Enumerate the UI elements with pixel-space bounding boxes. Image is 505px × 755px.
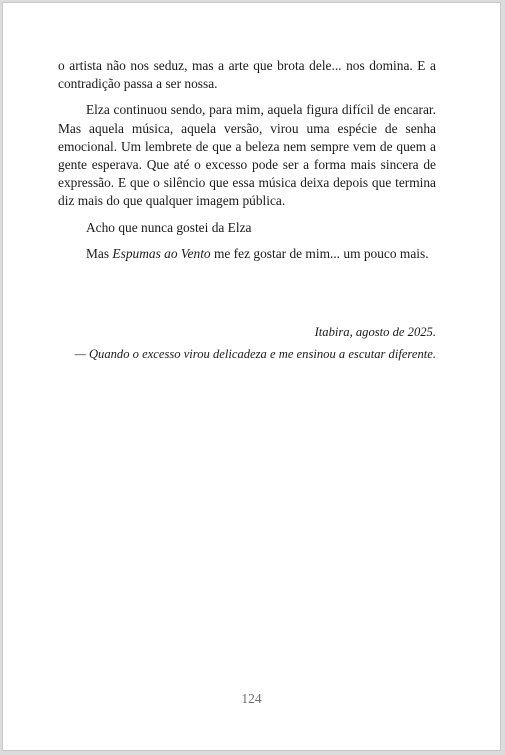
document-page xyxy=(2,2,501,751)
paragraph-espumas xyxy=(58,245,436,263)
paragraph-continuation: o artista não nos seduz, mas a arte que brota dele... nos domina. E a contradição passa a ser nossa. xyxy=(58,58,436,92)
paragraph-espumas-before: Mas xyxy=(86,245,113,261)
dedication: — Quando o excesso virou delicadeza e me ensinou a escutar diferente. xyxy=(74,347,436,361)
page-number: 124 xyxy=(241,691,262,706)
paragraph-espumas-after: me fez gostar de mim... um pouco mais. xyxy=(210,245,429,261)
song-title: Espumas ao Vento xyxy=(112,245,211,261)
paragraph-never-liked: Acho que nunca gostei da Elza xyxy=(86,219,252,235)
place-date: Itabira, agosto de 2025. xyxy=(314,325,436,339)
body-text xyxy=(58,57,436,271)
paragraph-elza: Elza continuou sendo, para mim, aquela figura difícil de encarar. Mas aquela música, aquela versão, virou uma espécie de senha emocional. Um lembrete de que a beleza nem sempre vem de quem a gente esperava. Que até o excesso pode ser a forma mais sincera de expressão. E que o silêncio que essa música deixa depois que termina diz mais do que qualquer imagem pública. xyxy=(58,102,436,209)
signature-block xyxy=(58,321,436,365)
